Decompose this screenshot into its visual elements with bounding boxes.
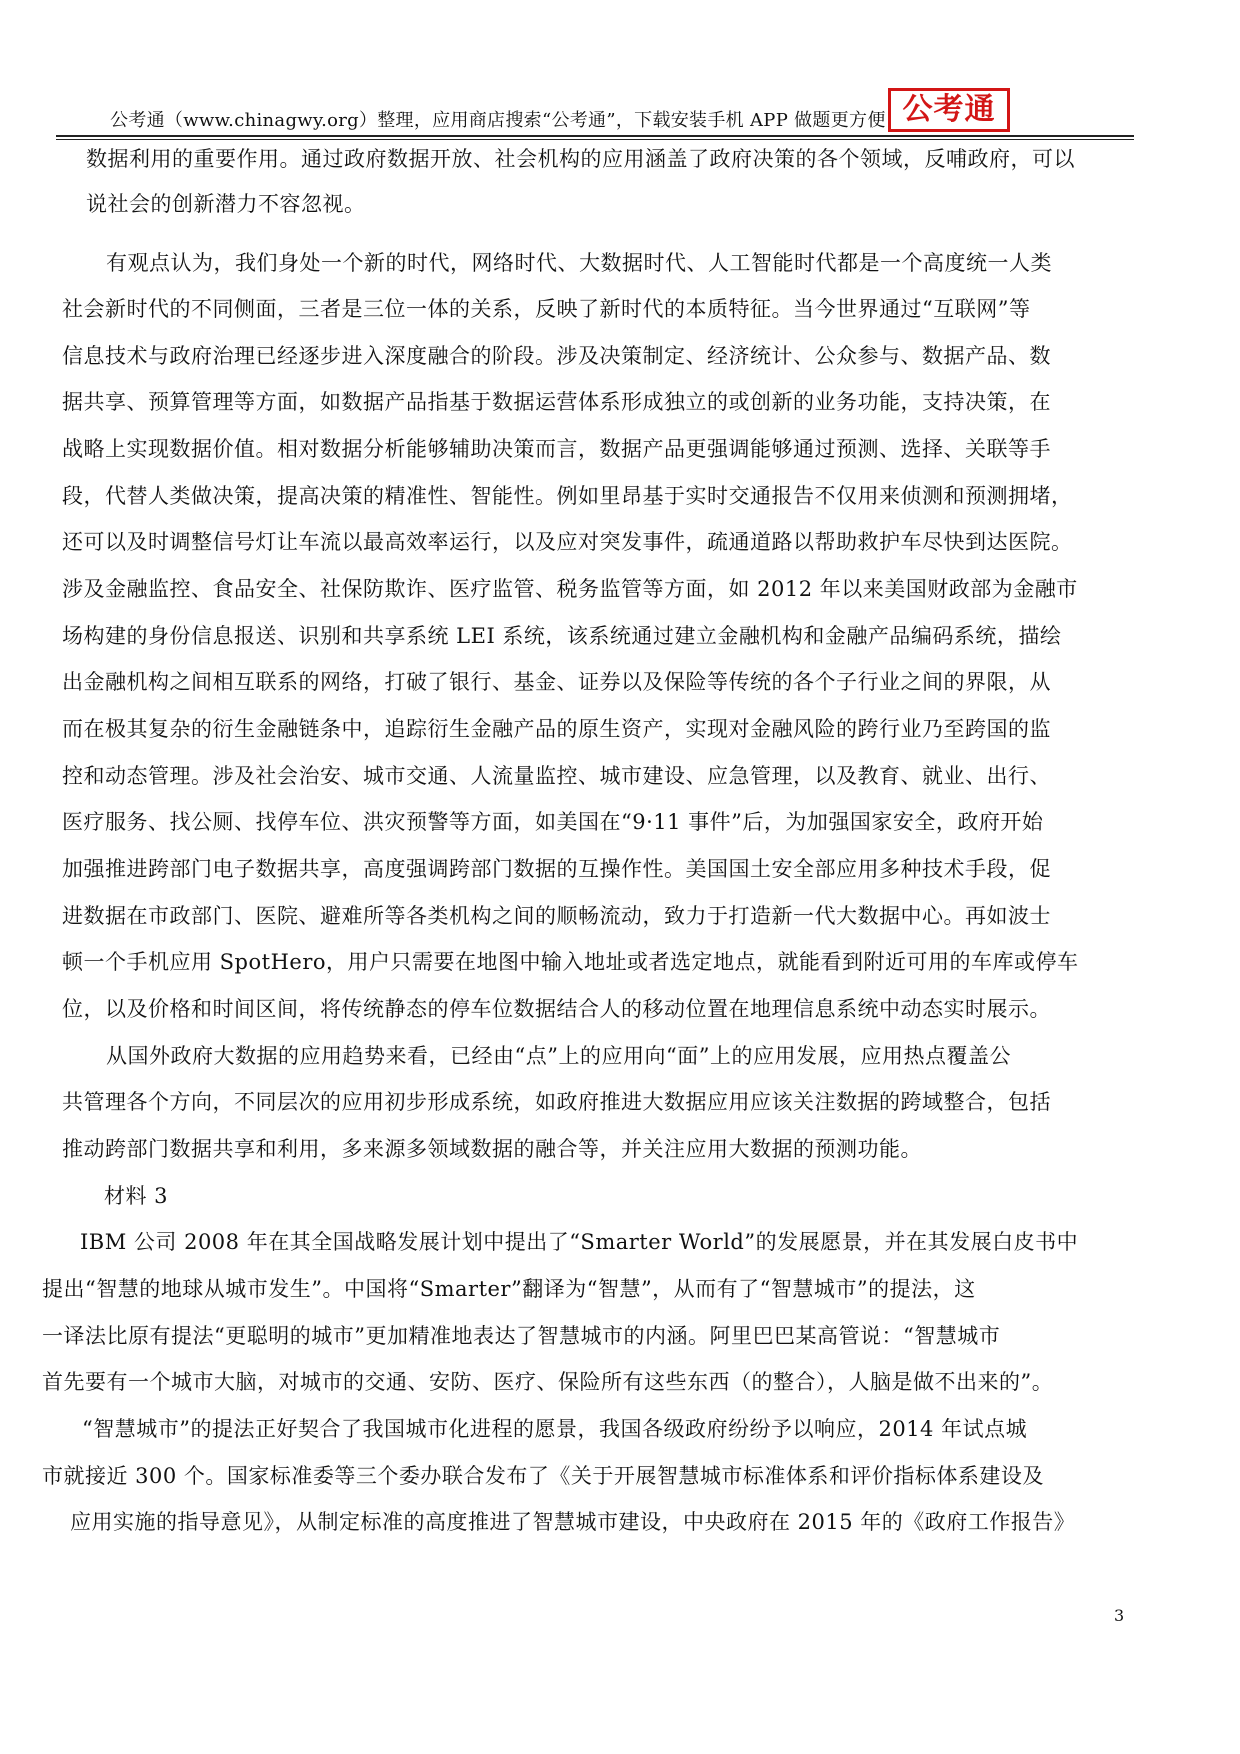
text-line: 还可以及时调整信号灯让车流以最高效率运行，以及应对突发事件，疏通道路以帮助救护车尽快到达医院。 [62,530,1073,554]
text-line: 进数据在市政部门、医院、避难所等各类机构之间的顺畅流动，致力于打造新一代大数据中心。再如波士 [62,904,1051,928]
text-line: 市就接近 300 个。国家标准委等三个委办联合发布了《关于开展智慧城市标准体系和评价指标体系建设及 [42,1464,1044,1488]
text-line: 有观点认为，我们身处一个新的时代，网络时代、大数据时代、人工智能时代都是一个高度统一人类 [106,251,1052,275]
text-line: 从国外政府大数据的应用趋势来看，已经由“点”上的应用向“面”上的应用发展，应用热点覆盖公 [106,1044,1011,1068]
text-line: 据共享、预算管理等方面，如数据产品指基于数据运营体系形成独立的或创新的业务功能，支持决策，在 [62,390,1051,414]
text-line: 说社会的创新潜力不容忽视。 [86,192,366,216]
text-line: 顿一个手机应用 SpotHero，用户只需要在地图中输入地址或者选定地点，就能看到附近可用的车库或停车 [62,950,1079,974]
text-line: 首先要有一个城市大脑，对城市的交通、安防、医疗、保险所有这些东西（的整合），人脑是做不出来的”。 [42,1370,1054,1394]
text-line: IBM 公司 2008 年在其全国战略发展计划中提出了“Smarter World”的发展愿景，并在其发展白皮书中 [80,1230,1079,1254]
text-line: 社会新时代的不同侧面，三者是三位一体的关系，反映了新时代的本质特征。当今世界通过“互联网”等 [62,297,1031,321]
text-line: 位，以及价格和时间区间，将传统静态的停车位数据结合人的移动位置在地理信息系统中动态实时展示。 [62,997,1051,1021]
material-heading: 材料 3 [104,1184,169,1208]
text-line: 涉及金融监控、食品安全、社保防欺诈、医疗监管、税务监管等方面，如 2012 年以来美国财政部为金融市 [62,577,1078,601]
text-line: 应用实施的指导意见》，从制定标准的高度推进了智慧城市建设，中央政府在 2015 年的《政府工作报告》 [70,1510,1076,1534]
header-rule-thin [56,139,1134,140]
text-line: 而在极其复杂的衍生金融链条中，追踪衍生金融产品的原生资产，实现对金融风险的跨行业乃至跨国的监 [62,717,1051,741]
text-line: “智慧城市”的提法正好契合了我国城市化进程的愿景，我国各级政府纷纷予以响应，2014 年试点城 [82,1417,1028,1441]
text-line: 场构建的身份信息报送、识别和共享系统 LEI 系统，该系统通过建立金融机构和金融产品编码系统，描绘 [62,624,1062,648]
text-line: 一译法比原有提法“更聪明的城市”更加精准地表达了智慧城市的内涵。阿里巴巴某高管说：“智慧城市 [42,1324,1001,1348]
header-rule-thick [56,135,1134,137]
text-line: 战略上实现数据价值。相对数据分析能够辅助决策而言，数据产品更强调能够通过预测、选择、关联等手 [62,437,1051,461]
text-line: 数据利用的重要作用。通过政府数据开放、社会机构的应用涵盖了政府决策的各个领域，反哺政府，可以 [86,147,1075,171]
gongkaotong-logo: 公考通 [888,88,1010,132]
page-number: 3 [1114,1606,1125,1625]
text-line: 段，代替人类做决策，提高决策的精准性、智能性。例如里昂基于实时交通报告不仅用来侦测和预测拥堵， [62,484,1073,508]
text-line: 医疗服务、找公厕、找停车位、洪灾预警等方面，如美国在“9·11 事件”后，为加强国家安全，政府开始 [62,810,1044,834]
text-line: 控和动态管理。涉及社会治安、城市交通、人流量监控、城市建设、应急管理，以及教育、就业、出行、 [62,764,1051,788]
text-line: 推动跨部门数据共享和利用，多来源多领域数据的融合等，并关注应用大数据的预测功能。 [62,1137,922,1161]
text-line: 信息技术与政府治理已经逐步进入深度融合的阶段。涉及决策制定、经济统计、公众参与、数据产品、数 [62,344,1051,368]
text-line: 提出“智慧的地球从城市发生”。中国将“Smarter”翻译为“智慧”，从而有了“智慧城市”的提法，这 [42,1277,976,1301]
text-line: 共管理各个方向，不同层次的应用初步形成系统，如政府推进大数据应用应该关注数据的跨域整合，包括 [62,1090,1051,1114]
text-line: 加强推进跨部门电子数据共享，高度强调跨部门数据的互操作性。美国国土安全部应用多种技术手段，促 [62,857,1051,881]
text-line: 出金融机构之间相互联系的网络，打破了银行、基金、证券以及保险等传统的各个子行业之间的界限，从 [62,670,1051,694]
header-text: 公考通（www.chinagwy.org）整理，应用商店搜索“公考通”，下载安装手机 APP 做题更方便 [110,110,886,131]
